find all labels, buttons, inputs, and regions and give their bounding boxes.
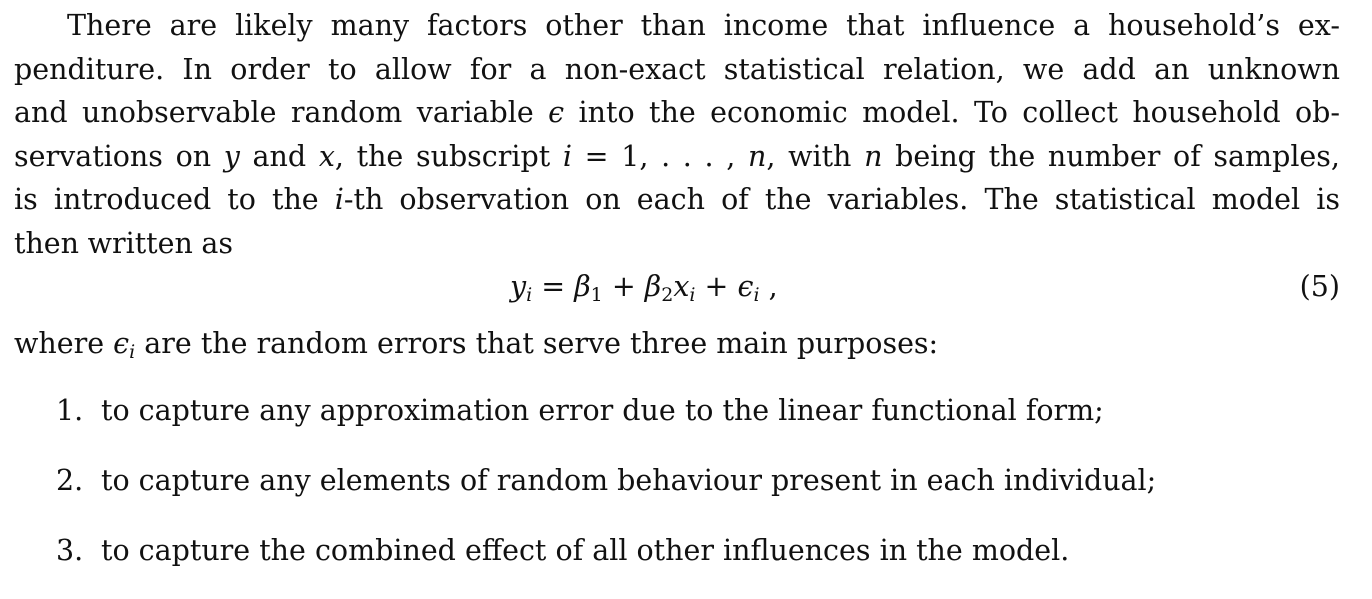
intro-rest: are the random errors that serve three main purposes: [135, 327, 939, 360]
line4-text: servations on [14, 139, 224, 173]
line4-mid: , the subscript [334, 139, 563, 173]
paragraph-line-4 [14, 135, 1340, 179]
eq-y-sub: i [526, 284, 533, 306]
list-item-text: to capture any elements of random behaviour present in each individual; [101, 464, 1157, 497]
purposes-intro [14, 322, 1340, 366]
n-symbol-2: n [864, 139, 883, 173]
y-symbol: y [223, 139, 240, 173]
list-item [14, 529, 1340, 599]
eq-equals: = [532, 270, 575, 303]
paper-page [14, 0, 1340, 599]
eq-x-sub: i [689, 284, 696, 306]
eq-eps-sub: i [753, 284, 760, 306]
paragraph-line-3 [14, 91, 1340, 135]
list-item-number: 3. [56, 534, 84, 567]
list-item-text: to capture any approximation error due to the linear functional form; [101, 394, 1104, 427]
eq-beta2: β [644, 270, 662, 303]
eq-eps: ϵ [737, 270, 754, 303]
paragraph-line-5 [14, 178, 1340, 222]
eq-plus-1: + [602, 270, 645, 303]
eq-x: x [673, 270, 690, 303]
line4-with: , with [766, 139, 865, 173]
intro-eps-sub: i [129, 341, 136, 363]
eq-beta1: β [574, 270, 591, 303]
list-item-number: 2. [56, 464, 84, 497]
purposes-list [14, 389, 1340, 599]
paragraph-line-1: There are likely many factors other than income that influence a household’s ex- [67, 9, 1340, 42]
i-symbol-2: i [334, 183, 344, 216]
intro-prefix: where [14, 327, 114, 360]
x-symbol: x [318, 139, 335, 173]
eq-plus-2: + [695, 270, 738, 303]
equation-row [14, 265, 1340, 309]
line4-and: and [239, 139, 319, 173]
body-paragraph [14, 0, 1340, 265]
eq-trail: , [759, 270, 778, 303]
eq-beta2-sub: 2 [661, 284, 674, 306]
paragraph-line-6: then written as [14, 226, 234, 260]
list-item-text: to capture the combined effect of all other influences in the model. [101, 534, 1070, 567]
line4-eq: = 1, . . . , [572, 139, 748, 173]
epsilon-symbol: ϵ [548, 96, 565, 129]
paragraph-line-2: penditure. In order to allow for a non-exact statistical relation, we add an unknown [14, 52, 1340, 86]
list-item-number: 1. [56, 394, 84, 427]
line4-rest: being the number of samples, [882, 139, 1340, 173]
eq-y: y [510, 270, 527, 303]
equation-number: (5) [1299, 270, 1340, 303]
i-symbol: i [562, 139, 572, 173]
n-symbol: n [747, 139, 767, 173]
line3-rest: into the economic model. To collect household ob- [564, 96, 1340, 129]
list-item [14, 389, 1340, 459]
line5-text: is introduced to the [14, 183, 335, 216]
line5-rest: -th observation on each of the variables. The statistical model is [343, 183, 1340, 216]
list-item [14, 459, 1340, 529]
eq-beta1-sub: 1 [590, 284, 603, 306]
line3-text: and unobservable random variable [14, 96, 549, 129]
regression-equation [510, 265, 778, 309]
intro-eps: ϵ [113, 327, 130, 360]
